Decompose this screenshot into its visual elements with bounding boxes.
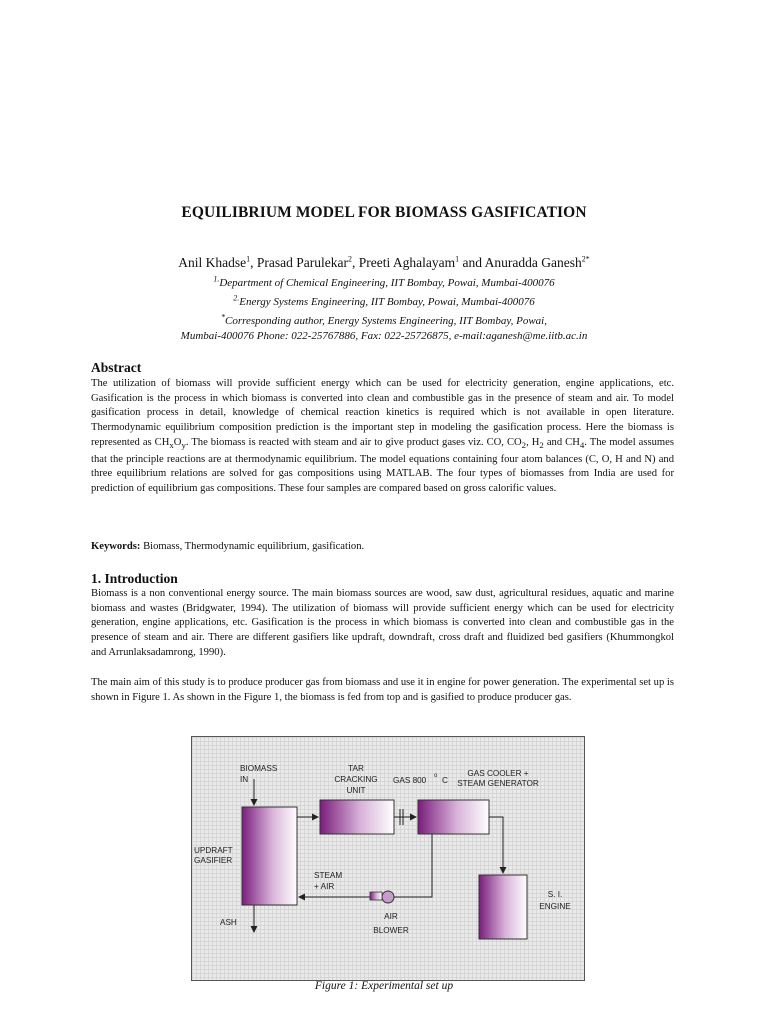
author-sup: 2* xyxy=(581,254,590,264)
label-gasifier: GASIFIER xyxy=(194,856,233,865)
abstract-part: and CH xyxy=(543,436,580,448)
process-diagram xyxy=(192,737,584,980)
author-separator: , xyxy=(352,255,359,270)
label-blower: BLOWER xyxy=(373,926,409,935)
author-sup: 1 xyxy=(246,254,251,264)
label-gas: GAS 800 xyxy=(393,776,427,785)
label-gas-cooler: GAS COOLER + xyxy=(467,769,529,778)
author-name: Anil Khadse xyxy=(178,255,247,270)
cooler-to-engine-arrow xyxy=(489,817,503,873)
abstract-sub: 2 xyxy=(539,439,544,450)
affiliation-sup: 1. xyxy=(213,274,220,284)
abstract-text xyxy=(91,377,674,497)
abstract-sub: 4 xyxy=(579,439,585,450)
author-name: Preeti Aghalayam xyxy=(358,255,456,270)
affiliation-text: Department of Chemical Engineering, IIT Bombay, Powai, Mumbai-400076 xyxy=(219,277,555,289)
keywords xyxy=(91,541,364,552)
introduction-heading: 1. Introduction xyxy=(91,571,178,586)
paper-title: EQUILIBRIUM MODEL FOR BIOMASS GASIFICATION xyxy=(181,204,587,221)
introduction-paragraph-1: Biomass is a non conventional energy source. The main biomass sources are wood, saw dust, agricultural residues, aquatic and marine biomass and wastes (Bridgwater, 1994). The utilization of biomass will provide sufficient energy which can be used for electricity generation, engine applications, etc. Gasification is the process in which biomass is converted into clean and combustible gas in the presence of steam and air. There are different gasifiers like updraft, downdraft, cross draft and fluidized bed gasifiers (Khummongkol and Arrunlaksadamrong, 1990). xyxy=(91,588,674,658)
abstract-sub: 2 xyxy=(521,439,527,450)
abstract-sub: x xyxy=(169,439,174,450)
air-blower-icon xyxy=(382,891,394,903)
abstract-sub: y xyxy=(181,439,186,450)
affiliation-2 xyxy=(0,293,768,308)
author-sup: 2 xyxy=(348,254,352,264)
author-and: and xyxy=(459,255,485,270)
label-cracking: CRACKING xyxy=(334,775,378,784)
affiliation-corresponding xyxy=(0,312,768,327)
keywords-label: Keywords: xyxy=(91,541,141,552)
label-plus-air: + AIR xyxy=(314,882,335,891)
abstract-part: . The biomass is reacted with steam and air to give product gases viz. CO, CO xyxy=(185,436,522,448)
si-engine-box xyxy=(479,875,527,939)
figure-experimental-setup xyxy=(191,736,585,981)
introduction-paragraph-2: The main aim of this study is to produce producer gas from biomass and use it in engine for power generation. The experimental set up is shown in Figure 1. As shown in the Figure 1, the biomass is fed from top and is gasified to produce producer gas. xyxy=(91,677,674,703)
label-biomass-in: IN xyxy=(240,775,249,784)
label-air: AIR xyxy=(384,912,398,921)
label-updraft: UPDRAFT xyxy=(194,846,233,855)
air-blower-inlet xyxy=(370,892,382,900)
contact-line: Mumbai-400076 Phone: 022-25767886, Fax: 022-25726875, e-mail:aganesh@me.iitb.ac.in xyxy=(180,330,588,342)
updraft-gasifier-box xyxy=(242,807,297,905)
label-engine: ENGINE xyxy=(539,902,571,911)
label-unit: UNIT xyxy=(346,786,366,795)
abstract-part: . The model assumes that the principle reactions are at thermodynamic equilibrium. The model equations containing four atom balances (C, O, H and N) and three equilibrium relations are solved for gas compositions using MATLAB. The four types of biomasses from India are used for prediction of equilibrium gas compositions. These four samples are compared based on gross calorific values. xyxy=(91,436,674,495)
figure-caption: Figure 1: Experimental set up xyxy=(314,980,454,992)
label-gas-degree: o xyxy=(434,773,438,779)
label-ash: ASH xyxy=(220,918,237,927)
author-name: Anuradda Ganesh xyxy=(484,255,582,270)
affiliation-sup: * xyxy=(221,312,226,322)
label-biomass: BIOMASS xyxy=(240,764,278,773)
abstract-part: The utilization of biomass will provide sufficient energy which can be used for electricity generation, engine applications, etc. Gasification is the process in which biomass is converted into clean and combustible gas in the presence of steam and air. To model gasification process in detail, knowledge of chemical reaction kinetics is required which is not available in open literature. Thermodynamic equilibrium composition prediction is the important step in modeling the gasification process. Here the biomass is represented as CH xyxy=(91,378,674,448)
abstract-part: , H xyxy=(526,436,540,448)
tar-cracking-unit-box xyxy=(320,800,394,834)
gas-cooler-box xyxy=(418,800,489,834)
author-list xyxy=(0,255,768,271)
author-sup: 1 xyxy=(455,254,460,264)
label-gas-c: C xyxy=(442,776,448,785)
author-separator: , xyxy=(250,255,257,270)
affiliation-text: Corresponding author, Energy Systems Engineering, IIT Bombay, Powai, xyxy=(225,315,547,327)
author-name: Prasad Parulekar xyxy=(256,255,348,270)
keywords-text: Biomass, Thermodynamic equilibrium, gasification. xyxy=(140,541,365,552)
affiliation-sup: 2. xyxy=(233,293,240,303)
abstract-heading: Abstract xyxy=(91,360,142,375)
label-steam-generator: STEAM GENERATOR xyxy=(457,779,539,788)
affiliation-1 xyxy=(0,274,768,289)
label-si: S. I. xyxy=(547,890,563,899)
steam-air-line xyxy=(394,834,432,897)
label-tar: TAR xyxy=(348,764,364,773)
abstract-part: O xyxy=(173,436,182,448)
label-steam: STEAM xyxy=(314,871,343,880)
affiliation-text: Energy Systems Engineering, IIT Bombay, Powai, Mumbai-400076 xyxy=(239,296,535,308)
